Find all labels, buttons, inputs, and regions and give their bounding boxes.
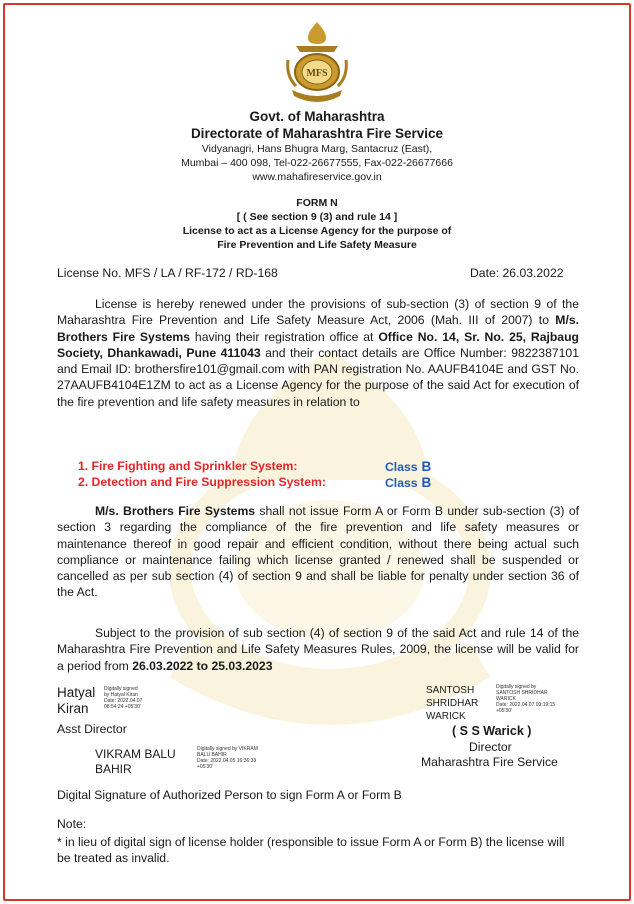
stamp-line: Date: 2022.04.07 09:19:15 bbox=[496, 702, 556, 708]
director-name: ( S S Warick ) bbox=[452, 724, 532, 738]
govt-heading: Govt. of Maharashtra bbox=[249, 109, 385, 124]
license-date: Date: 26.03.2022 bbox=[470, 266, 564, 280]
validity-dates: 26.03.2022 to 25.03.2023 bbox=[132, 658, 273, 673]
class-label: Class bbox=[385, 476, 418, 490]
signature-vikram bbox=[95, 747, 176, 777]
signature-name-line-1: Hatyal bbox=[57, 685, 96, 700]
signature-name-line-1: SANTOSH bbox=[426, 685, 475, 696]
p1-firm-name: M/s. Brothers Fire Systems bbox=[57, 313, 579, 344]
form-name: FORM N bbox=[296, 197, 338, 209]
class-grade: B bbox=[421, 459, 432, 474]
stamp-line: WARICK bbox=[496, 696, 516, 702]
form-section: [ ( See section 9 (3) and rule 14 ] bbox=[236, 211, 398, 223]
director-title: Director bbox=[469, 740, 512, 754]
stamp-line: by Hatyal Kiran bbox=[104, 692, 138, 698]
p2-text: shall not issue Form A or Form B under sub-section (3) of section 3 regarding the compliance of the fire prevention and life safety measures or maintenance thereof in good repair and efficient condition, without there being actual such compliance or maintenance failing which license granted / renewed shall be suspended or cancelled as per sub section (4) of section 9 and shall be liable for penalty under section 36 of the Act. bbox=[57, 504, 579, 600]
address-line-1: Vidyanagri, Hans Bhugra Marg, Santacruz (East), bbox=[201, 143, 433, 155]
stamp-line: SANTOSH SHRIDHAR bbox=[496, 690, 548, 696]
directorate-heading: Directorate of Maharashtra Fire Service bbox=[190, 126, 444, 141]
p1-office-address: Office No. 14, Sr. No. 25, Rajbaug Society, Dhankawadi, Pune 411043 bbox=[57, 329, 579, 360]
paragraph-renewal bbox=[57, 296, 579, 410]
stamp-line: BALU BAHIR bbox=[197, 752, 227, 758]
note-text: * in lieu of digital sign of license holder (responsible to issue Form A or Form B) the license will be treated as invalid. bbox=[57, 835, 565, 865]
signature-name-line-2: Kiran bbox=[57, 701, 89, 716]
p3-text: Subject to the provision of sub section (4) of section 9 of the said Act and rule 14 of the Maharashtra Fire Prevention and Life Safety Measures Rules, 2009, the license will be valid for a period from bbox=[57, 626, 579, 673]
signature-name-line-2: SHRIDHAR bbox=[426, 698, 479, 709]
director-organization: Maharashtra Fire Service bbox=[421, 755, 558, 769]
stamp-line: Date: 2022.04.07 bbox=[104, 698, 143, 704]
signature-hatyal bbox=[57, 685, 95, 717]
digital-sign-stamp-vikram bbox=[197, 746, 258, 770]
license-number: License No. MFS / LA / RF-172 / RD-168 bbox=[57, 266, 278, 280]
mfs-emblem-icon bbox=[284, 20, 350, 104]
signature-name-line-3: WARICK bbox=[426, 711, 466, 722]
stamp-line: +05'30' bbox=[197, 764, 213, 770]
stamp-line: Digitally signed by bbox=[496, 684, 537, 690]
paragraph-conditions bbox=[57, 503, 579, 601]
system-class-1 bbox=[385, 459, 431, 474]
class-label: Class bbox=[385, 460, 418, 474]
form-subtitle-2: Fire Prevention and Life Safety Measure bbox=[217, 239, 417, 251]
system-item-2: 2. Detection and Fire Suppression System: bbox=[78, 475, 326, 489]
stamp-line: +05'30' bbox=[496, 708, 512, 714]
asst-director-label: Asst Director bbox=[57, 722, 127, 736]
signature-name-line-1: VIKRAM BALU bbox=[95, 747, 176, 761]
stamp-line: Digitally signed by VIKRAM bbox=[197, 746, 258, 752]
p2-firm-name: M/s. Brothers Fire Systems bbox=[95, 504, 256, 518]
website: www.mahafireservice.gov.in bbox=[252, 171, 382, 183]
p1-text-b: having their registration office at bbox=[190, 329, 379, 344]
p1-text-c: and their contact details are Office Number: 9822387101 and Email ID: brothersfire101@gmail.com with PAN registration No. AAUFB4104E and GST No. 27AAUFB4104E1ZM to act as a License Agency for the purpose of the said Act for execution of the fire prevention and life safety measures in relation to bbox=[57, 345, 579, 409]
digital-sign-stamp-hatyal bbox=[104, 686, 142, 710]
signature-santosh bbox=[426, 684, 478, 723]
stamp-line: Date: 2022.04.05 16:36:33 bbox=[197, 758, 257, 764]
stamp-line: 08:54:24 +05'30' bbox=[104, 704, 141, 710]
form-subtitle-1: License to act as a License Agency for the purpose of bbox=[182, 225, 452, 237]
stamp-line: Digitally signed bbox=[104, 686, 138, 692]
address-line-2: Mumbai – 400 098, Tel-022-26677555, Fax-022-26677666 bbox=[181, 157, 453, 169]
system-item-1: 1. Fire Fighting and Sprinkler System: bbox=[78, 459, 298, 473]
p1-text-a: License is hereby renewed under the provisions of sub-section (3) of section 9 of the Maharashtra Fire Prevention and Life Safety Measure Act, 2006 (Mah. III of 2007) to bbox=[57, 297, 579, 328]
authorized-signature-label: Digital Signature of Authorized Person to sign Form A or Form B bbox=[57, 788, 402, 802]
class-grade: B bbox=[421, 475, 432, 490]
system-class-2 bbox=[385, 475, 431, 490]
paragraph-validity bbox=[57, 625, 579, 674]
digital-sign-stamp-santosh bbox=[496, 684, 555, 714]
signature-name-line-2: BAHIR bbox=[95, 762, 132, 776]
emblem-text: MFS bbox=[306, 68, 328, 79]
note-heading: Note: bbox=[57, 817, 87, 831]
